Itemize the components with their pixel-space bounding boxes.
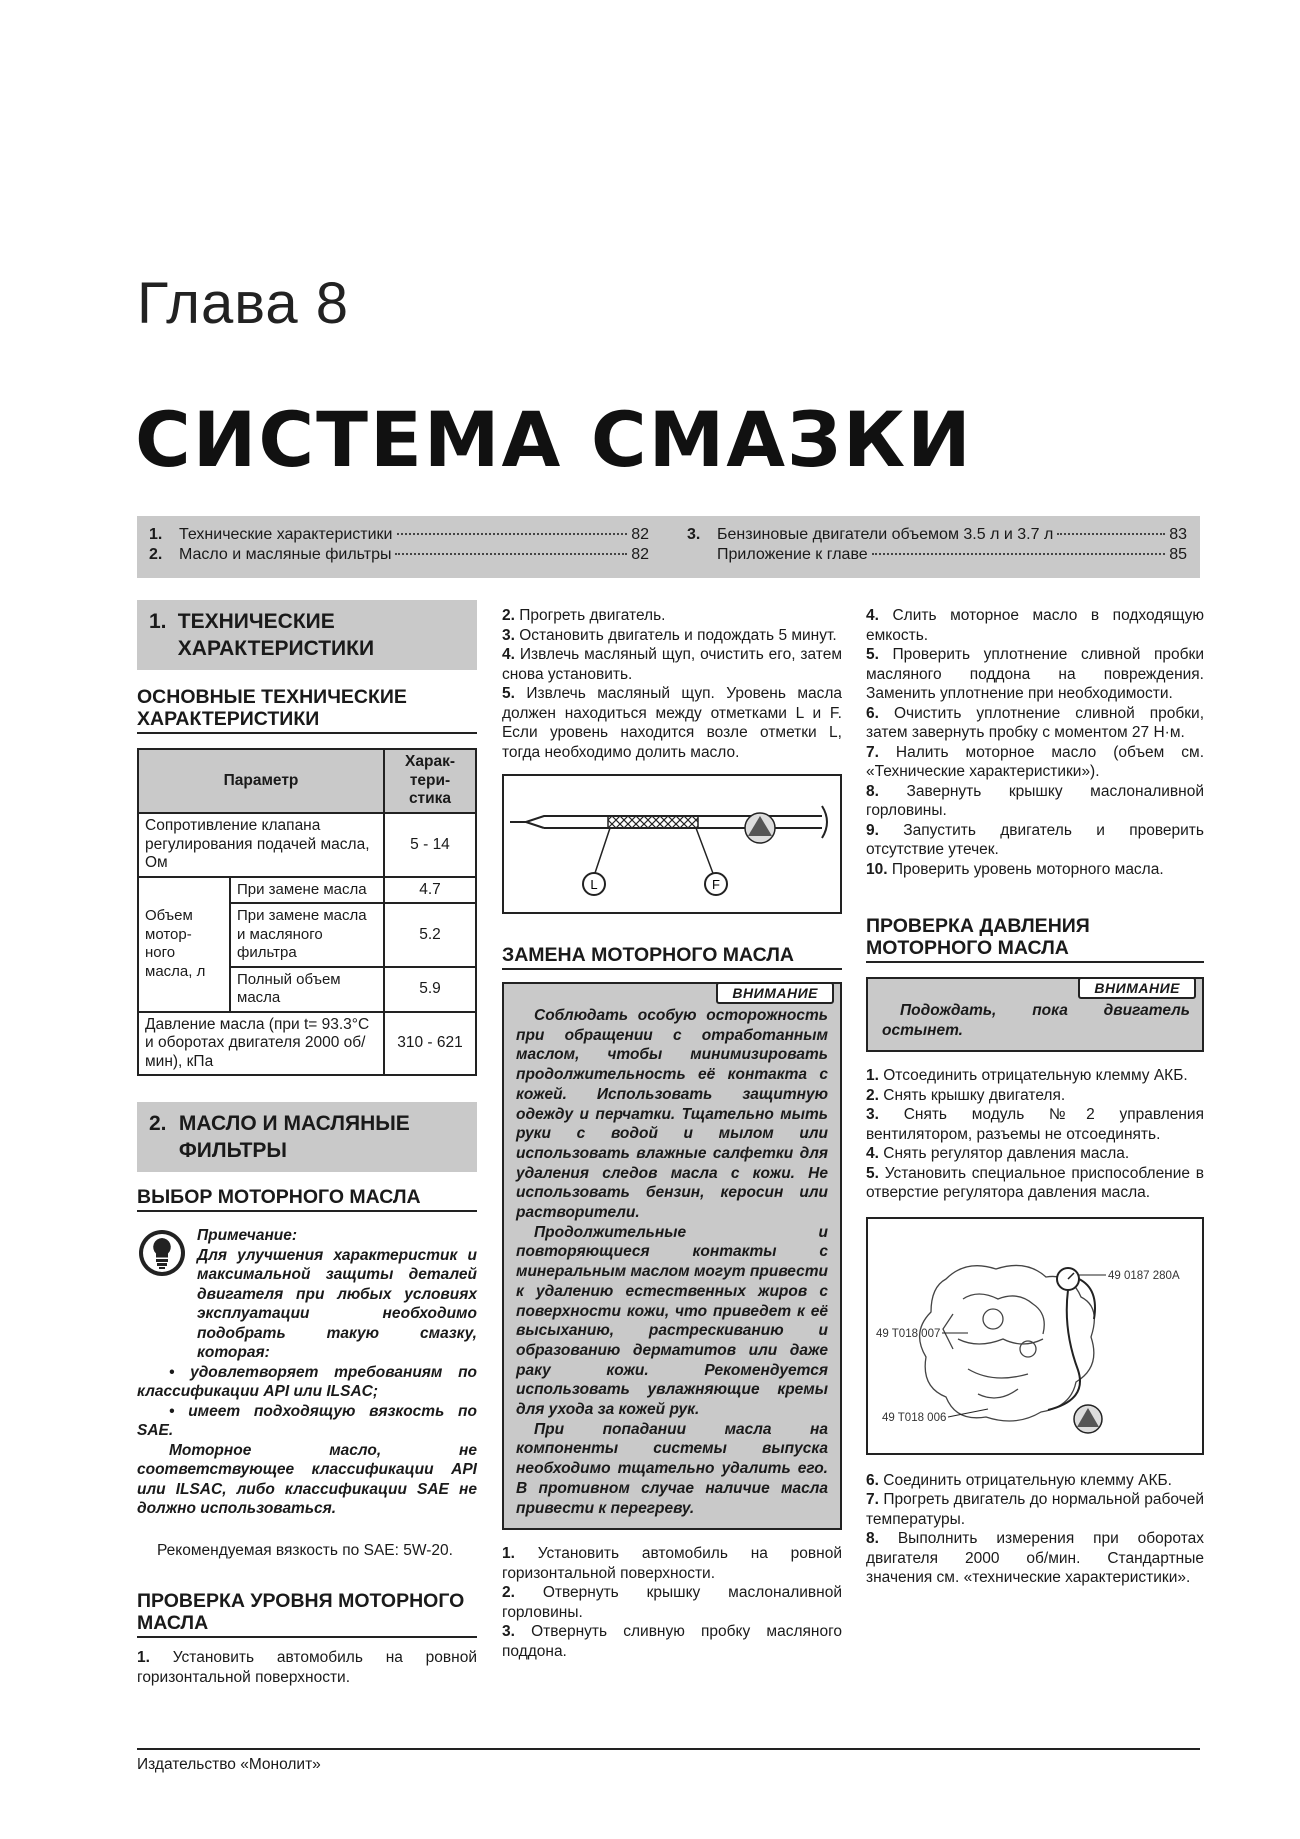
tool-label: 49 0187 280A [1108, 1269, 1180, 1282]
section-heading: 1. ТЕХНИЧЕСКИЕ ХАРАКТЕРИСТИКИ [137, 600, 477, 670]
table-cell: Давление масла (при t= 93.3°С и оборотах двигателя 2000 об/мин), кПа [138, 1012, 384, 1076]
tool-label: 49 T018 006 [882, 1411, 947, 1424]
mark-f-label: F [712, 877, 720, 892]
note-bullet: • имеет подходящую вязкость по SAE. [137, 1402, 477, 1439]
column-middle [502, 606, 842, 1661]
table-cell: Сопротивление клапана регулирования подачей масла, Ом [138, 813, 384, 877]
step-item: 5. Проверить уплотнение сливной пробки масляного поддона на повреждения. Заменить уплотнение при необходимости. [866, 646, 1204, 702]
warning-label: ВНИМАНИЕ [1078, 977, 1196, 999]
column-left [137, 600, 477, 1687]
spec-table [137, 748, 477, 1076]
step-item: 2. Прогреть двигатель. [502, 607, 666, 624]
toc-item[interactable]: 1. Технические характеристики 82 [149, 526, 649, 543]
toc-item[interactable]: 2. Масло и масляные фильтры 82 [149, 546, 649, 563]
dipstick-figure [502, 774, 842, 914]
subsection-heading: ОСНОВНЫЕ ТЕХНИЧЕСКИЕ ХАРАКТЕРИСТИКИ [137, 686, 477, 734]
footer-divider [137, 1748, 1200, 1750]
step-item: 5. Установить специальное приспособление в отверстие регулятора давления масла. [866, 1164, 1204, 1202]
toc-item[interactable]: Приложение к главе 85 [717, 546, 1187, 563]
warning-text: При попадании масла на компоненты системы выпуска необходимо тщательно удалить его. В противном случае наличие масла привести к перегреву. [516, 1420, 828, 1517]
step-item: 7. Прогреть двигатель до нормальной рабочей температуры. [866, 1491, 1204, 1528]
dipstick-illustration [504, 776, 840, 912]
subsection-heading: ПРОВЕРКА ДАВЛЕНИЯ МОТОРНОГО МАСЛА [866, 915, 1204, 963]
mark-l-label: L [590, 877, 598, 892]
note-tail: Моторное масло, не соответствующее классификации API или ILSAC, либо классификации SAE не должно использоваться. [137, 1441, 477, 1517]
note-body: Для улучшения характеристик и максимальной защиты деталей двигателя при любых условиях эксплуатации необходимо подобрать такую смазку, которая: [197, 1246, 477, 1361]
step-item: 2. Отвернуть крышку маслоналивной горловины. [502, 1584, 842, 1621]
step-item: 1. Отсоединить отрицательную клемму АКБ. [866, 1067, 1188, 1085]
publisher-logo-icon [745, 813, 775, 843]
table-cell: При замене масла [230, 877, 384, 904]
warning-text: Подождать, пока двигатель остынет. [882, 1002, 1190, 1039]
table-cell: 4.7 [384, 877, 476, 904]
step-item: 3. Снять модуль №2 управления вентилятором, разъемы не отсоединять. [866, 1106, 1204, 1143]
step-item: 4. Извлечь масляный щуп, очистить его, затем снова установить. [502, 646, 842, 683]
table-of-contents [137, 516, 1200, 578]
warning-box [502, 982, 842, 1530]
step-item: 2. Снять крышку двигателя. [866, 1086, 1066, 1104]
table-cell: 310 - 621 [384, 1012, 476, 1076]
page-title: СИСТЕМА СМАЗКИ [135, 395, 973, 484]
step-item: 1. Установить автомобиль на ровной горизонтальной поверхности. [137, 1649, 477, 1686]
footer-publisher: Издательство «Монолит» [137, 1756, 321, 1773]
engine-pressure-illustration [868, 1219, 1202, 1453]
paragraph: Рекомендуемая вязкость по SAE: 5W-20. [157, 1541, 453, 1559]
table-cell: Объем мотор- ного масла, л [138, 877, 230, 1012]
toc-item[interactable]: 3. Бензиновые двигатели объемом 3.5 л и 3.7 л 83 [687, 526, 1187, 543]
step-item: 8. Завернуть крышку маслоналивной горловины. [866, 782, 1204, 819]
step-item: 8. Выполнить измерения при оборотах двигателя 2000 об/мин. Стандартные значения см. «технические характеристики». [866, 1530, 1205, 1587]
note-heading: Примечание: [197, 1227, 298, 1244]
chapter-number: Глава 8 [137, 271, 350, 336]
warning-box [866, 977, 1204, 1052]
pressure-gauge-icon [1057, 1268, 1079, 1290]
subsection-heading: ПРОВЕРКА УРОВНЯ МОТОРНОГО МАСЛА [137, 1590, 477, 1638]
step-item: 5. Извлечь масляный щуп. Уровень масла должен находиться между отметками L и F. Если уровень находится возле отметки L, тогда необходимо долить масло. [502, 685, 843, 761]
engine-figure [866, 1217, 1204, 1455]
lightbulb-icon [137, 1228, 187, 1278]
table-header: Параметр [138, 749, 384, 813]
note-block [137, 1226, 477, 1363]
step-item: 10. Проверить уровень моторного масла. [866, 860, 1164, 878]
step-item: 3. Остановить двигатель и подождать 5 минут. [502, 626, 837, 644]
tool-label: 49 T018 007 [876, 1327, 941, 1340]
step-item: 7. Налить моторное масло (объем см. «Технические характеристики»). [866, 743, 1204, 780]
step-item: 6. Очистить уплотнение сливной пробки, затем завернуть пробку с моментом 27 Н·м. [866, 704, 1204, 741]
subsection-heading: ЗАМЕНА МОТОРНОГО МАСЛА [502, 944, 842, 970]
table-cell: 5 - 14 [384, 813, 476, 877]
table-cell: 5.2 [384, 903, 476, 967]
step-item: 4. Слить моторное масло в подходящую емкость. [866, 607, 1204, 644]
note-bullet: • удовлетворяет требованиям по классификации API или ILSAC; [137, 1363, 477, 1400]
table-cell: Полный объем масла [230, 967, 384, 1012]
section-heading: 2. МАСЛО И МАСЛЯНЫЕ ФИЛЬТРЫ [137, 1102, 477, 1172]
table-header: Харак- тери- стика [384, 749, 476, 813]
table-cell: При замене масла и масляного фильтра [230, 903, 384, 967]
step-item: 1. Установить автомобиль на ровной горизонтальной поверхности. [502, 1545, 842, 1582]
warning-text: Соблюдать особую осторожность при обращении с отработанным маслом, чтобы минимизировать продолжительность её контакта с кожей. Использовать защитную одежду и перчатки. Тщательно мыть руки с водой и мылом или использовать влажные салфетки для удаления следов масла с кожи. Не использовать бензин, керосин или растворители. [516, 1007, 828, 1222]
warning-text: Продолжительные и повторяющиеся контакты с минеральным маслом могут привести к удалению естественных жиров с поверхности кожи, что приведет к её высыханию, растрескиванию и образованию дерматитов или даже раку кожи. Рекомендуется использовать увлажняющие кремы для ухода за кожей рук. [516, 1223, 828, 1419]
step-item: 9. Запустить двигатель и проверить отсутствие утечек. [866, 821, 1204, 858]
step-item: 3. Отвернуть сливную пробку масляного поддона. [502, 1623, 843, 1660]
table-cell: 5.9 [384, 967, 476, 1012]
publisher-logo-icon [1074, 1405, 1102, 1433]
subsection-heading: ВЫБОР МОТОРНОГО МАСЛА [137, 1186, 477, 1212]
step-item: 6. Соединить отрицательную клемму АКБ. [866, 1471, 1172, 1489]
column-right [866, 606, 1204, 1588]
warning-label: ВНИМАНИЕ [716, 982, 834, 1004]
step-item: 4. Снять регулятор давления масла. [866, 1145, 1130, 1163]
